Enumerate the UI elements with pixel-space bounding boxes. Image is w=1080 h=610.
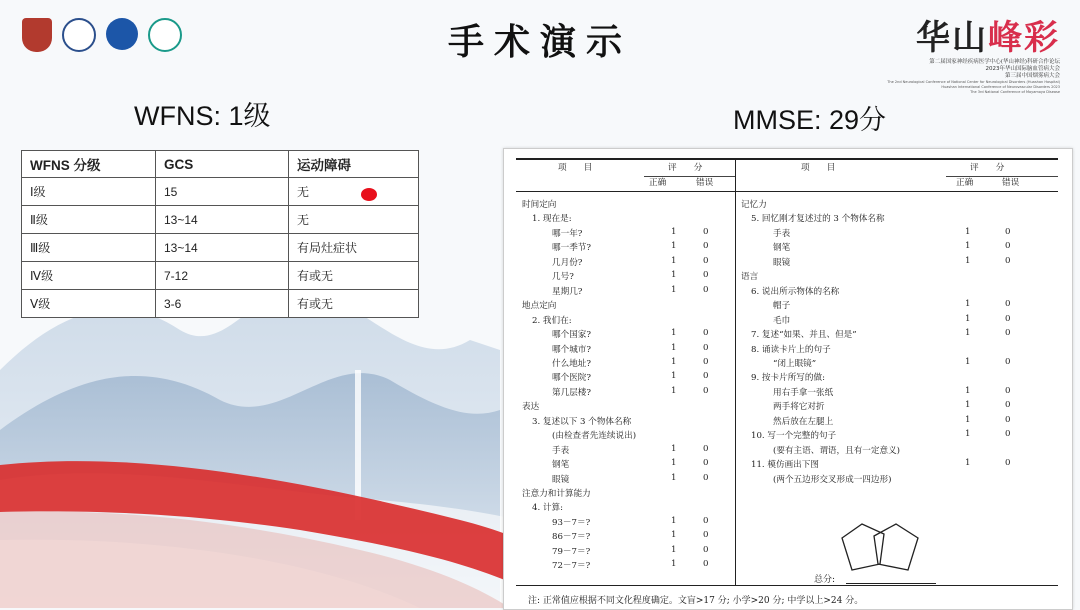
correct-score: 1 <box>965 241 971 252</box>
header-item: 项 目 <box>558 163 593 173</box>
table-row <box>22 178 419 206</box>
form-item-label: 钢笔 <box>552 460 570 471</box>
form-item-label: 第几层楼? <box>552 387 591 398</box>
form-row <box>516 386 735 400</box>
correct-score: 1 <box>965 414 971 425</box>
wrong-score: 0 <box>703 241 709 252</box>
wrong-score: 0 <box>703 356 709 367</box>
header-item: 项 目 <box>801 163 836 173</box>
form-item-label: 毛巾 <box>773 315 791 326</box>
wrong-score: 0 <box>703 458 709 469</box>
wrong-score: 0 <box>703 255 709 266</box>
table-cell: 3-6 <box>156 290 289 318</box>
brand-line-en: Huashan International Conference of Neurovascular Disorders 2023 <box>941 85 1060 89</box>
form-row <box>516 270 735 284</box>
form-row <box>735 241 1058 255</box>
correct-score: 1 <box>671 328 677 339</box>
correct-score: 1 <box>671 226 677 237</box>
form-row <box>516 458 735 472</box>
form-item-label: (由检查者先连续说出) <box>552 431 637 442</box>
wrong-score: 0 <box>1005 429 1011 440</box>
form-row <box>516 227 735 241</box>
form-item-label: 9. 按卡片所写的做: <box>751 373 825 384</box>
form-row <box>516 501 735 515</box>
form-row <box>735 473 1058 487</box>
brand-line: 第二届国家神经疾病医学中心(华山神经)科研合作论坛 <box>929 59 1060 65</box>
correct-score: 1 <box>671 284 677 295</box>
form-row <box>735 299 1058 313</box>
wrong-score: 0 <box>703 371 709 382</box>
form-row <box>735 198 1058 212</box>
form-item-label: “闭上眼镜” <box>773 358 817 369</box>
wfns-heading: WFNS: 1级 <box>134 101 271 131</box>
correct-score: 1 <box>965 458 971 469</box>
wrong-score: 0 <box>1005 458 1011 469</box>
slide-title: 手术演示 <box>447 21 632 63</box>
form-item-label: 表达 <box>522 402 540 413</box>
table-cell: 无 <box>289 178 419 206</box>
total-score-label: 总分: <box>814 575 836 585</box>
form-row <box>516 429 735 443</box>
form-item-label: 79－7＝? <box>552 546 591 557</box>
form-item-label: 86－7＝? <box>552 532 591 543</box>
mmse-form <box>503 148 1073 610</box>
correct-score: 1 <box>671 544 677 555</box>
form-row <box>516 314 735 328</box>
form-row <box>516 343 735 357</box>
form-item-label: 两手将它对折 <box>773 402 825 413</box>
wrong-score: 0 <box>1005 299 1011 310</box>
column-header: GCS <box>156 151 289 178</box>
form-item-label: 3. 复述以下 3 个物体名称 <box>532 416 632 427</box>
wrong-score: 0 <box>703 284 709 295</box>
grade-marker-dot <box>361 188 377 201</box>
correct-score: 1 <box>671 342 677 353</box>
form-item-label: 地点定向 <box>522 301 557 312</box>
wrong-score: 0 <box>703 443 709 454</box>
wrong-score: 0 <box>703 544 709 555</box>
table-cell: Ⅴ级 <box>22 290 156 318</box>
form-item-label: 7. 复述“如果、并且、但是” <box>751 330 857 341</box>
wrong-score: 0 <box>1005 328 1011 339</box>
form-row <box>735 458 1058 472</box>
table-cell: Ⅰ级 <box>22 178 156 206</box>
form-item-label: 眼镜 <box>773 257 791 268</box>
correct-score: 1 <box>965 328 971 339</box>
form-row <box>735 371 1058 385</box>
wrong-score: 0 <box>1005 226 1011 237</box>
table-cell: 有局灶症状 <box>289 234 419 262</box>
form-item-label: 5. 回忆刚才复述过的 3 个物体名称 <box>751 214 885 225</box>
header-subdivider <box>644 176 735 177</box>
form-item-label: 几月份? <box>552 257 583 268</box>
form-item-label: 用右手拿一张纸 <box>773 387 834 398</box>
form-row <box>516 241 735 255</box>
correct-score: 1 <box>671 530 677 541</box>
table-cell: Ⅳ级 <box>22 262 156 290</box>
form-row <box>516 371 735 385</box>
correct-score: 1 <box>965 313 971 324</box>
correct-score: 1 <box>965 429 971 440</box>
form-row <box>516 198 735 212</box>
header-correct: 正确 <box>649 178 667 188</box>
correct-score: 1 <box>965 299 971 310</box>
wrong-score: 0 <box>703 342 709 353</box>
form-item-label: 93－7＝? <box>552 517 591 528</box>
form-row <box>735 212 1058 226</box>
form-item-label: 6. 说出所示物体的名称 <box>751 286 840 297</box>
wrong-score: 0 <box>703 385 709 396</box>
wrong-score: 0 <box>703 472 709 483</box>
form-item-label: 哪个国家? <box>552 330 591 341</box>
form-row <box>516 400 735 414</box>
form-item-label: 2. 我们在: <box>532 315 572 326</box>
wrong-score: 0 <box>703 559 709 570</box>
form-row <box>735 386 1058 400</box>
table-header-row <box>22 151 419 178</box>
wrong-score: 0 <box>1005 241 1011 252</box>
table-cell: 13~14 <box>156 234 289 262</box>
form-item-label: 10. 写一个完整的句子 <box>751 431 837 442</box>
correct-score: 1 <box>671 443 677 454</box>
form-item-label: 哪个医院? <box>552 373 591 384</box>
form-item-label: 手表 <box>773 228 791 239</box>
correct-score: 1 <box>671 255 677 266</box>
form-row <box>735 444 1058 458</box>
table-cell: 有或无 <box>289 262 419 290</box>
correct-score: 1 <box>671 559 677 570</box>
brand-line-en: The 2nd Neurological Conference of National Center for Neurological Disorders (Huashan Hospital) <box>887 80 1060 84</box>
header-score: 评 分 <box>970 163 1005 173</box>
table-row <box>22 290 419 318</box>
table-cell: 有或无 <box>289 290 419 318</box>
form-item-label: 4. 计算: <box>532 503 564 514</box>
mmse-frame <box>516 158 1058 586</box>
table-cell: 无 <box>289 206 419 234</box>
header-score: 评 分 <box>668 163 703 173</box>
correct-score: 1 <box>965 356 971 367</box>
wrong-score: 0 <box>703 328 709 339</box>
form-row <box>516 212 735 226</box>
form-item-label: 几号? <box>552 272 574 283</box>
column-header: WFNS 分级 <box>22 151 156 178</box>
wrong-score: 0 <box>703 530 709 541</box>
form-item-label: 8. 诵读卡片上的句子 <box>751 344 831 355</box>
form-row <box>735 256 1058 270</box>
form-item-label: 72－7＝? <box>552 561 591 572</box>
form-item-label: 手表 <box>552 445 570 456</box>
wrong-score: 0 <box>703 270 709 281</box>
header-correct: 正确 <box>956 178 974 188</box>
brand-line: 2023年华山国际脑血管病大会 <box>985 66 1060 72</box>
form-row <box>735 328 1058 342</box>
form-row <box>516 328 735 342</box>
form-row <box>516 285 735 299</box>
brand-name: 华山峰彩 <box>916 18 1060 58</box>
form-item-label: 哪一季节? <box>552 243 591 254</box>
form-row <box>516 444 735 458</box>
wrong-score: 0 <box>1005 313 1011 324</box>
form-item-label: 星期几? <box>552 286 583 297</box>
header-wrong: 错误 <box>696 178 714 188</box>
form-row <box>516 559 735 573</box>
form-item-label: 哪一年? <box>552 228 583 239</box>
brand-line-en: The 3rd National Conference of Moyamoya Disease <box>970 90 1060 94</box>
form-row <box>516 530 735 544</box>
table-row <box>22 234 419 262</box>
form-item-label: 注意力和计算能力 <box>522 489 591 499</box>
form-item-label: 1. 现在是: <box>532 214 572 225</box>
intersecting-pentagons-figure <box>834 520 926 576</box>
correct-score: 1 <box>965 255 971 266</box>
correct-score: 1 <box>965 400 971 411</box>
correct-score: 1 <box>671 458 677 469</box>
correct-score: 1 <box>671 241 677 252</box>
table-cell: 15 <box>156 178 289 206</box>
form-item-label: 哪个城市? <box>552 344 591 355</box>
form-item-label: (两个五边形交叉形成一四边形) <box>773 474 892 485</box>
brand-line: 第三届中国烟雾病大会 <box>1004 73 1060 79</box>
scoring-note: 注: 正常值应根据不同文化程度确定。文盲>17 分; 小学>20 分; 中学以上>24 分。 <box>528 596 864 606</box>
form-row <box>516 545 735 559</box>
wrong-score: 0 <box>1005 356 1011 367</box>
wrong-score: 0 <box>1005 255 1011 266</box>
form-row <box>516 487 735 501</box>
table-cell: Ⅱ级 <box>22 206 156 234</box>
correct-score: 1 <box>965 385 971 396</box>
table-cell: 7-12 <box>156 262 289 290</box>
form-row <box>516 415 735 429</box>
form-row <box>735 314 1058 328</box>
table-row <box>22 206 419 234</box>
header-wrong: 错误 <box>1002 178 1020 188</box>
form-row <box>735 270 1058 284</box>
form-row <box>516 357 735 371</box>
column-header: 运动障碍 <box>289 151 419 178</box>
form-item-label: 眼镜 <box>552 474 570 485</box>
form-row <box>735 285 1058 299</box>
correct-score: 1 <box>671 270 677 281</box>
form-row <box>516 256 735 270</box>
form-row <box>735 227 1058 241</box>
conference-brand <box>850 10 1060 95</box>
correct-score: 1 <box>671 385 677 396</box>
header-subdivider <box>946 176 1058 177</box>
table-cell: Ⅲ级 <box>22 234 156 262</box>
form-row <box>735 343 1058 357</box>
wrong-score: 0 <box>703 226 709 237</box>
wrong-score: 0 <box>1005 400 1011 411</box>
form-item-label: 记忆力 <box>741 200 767 210</box>
form-row <box>735 415 1058 429</box>
wfns-table <box>21 150 419 318</box>
header-divider <box>516 191 1058 192</box>
correct-score: 1 <box>965 226 971 237</box>
table-row <box>22 262 419 290</box>
form-row <box>516 516 735 530</box>
form-item-label: 然后放在左腿上 <box>773 416 834 427</box>
form-row <box>516 473 735 487</box>
form-item-label: 钢笔 <box>773 243 791 254</box>
correct-score: 1 <box>671 356 677 367</box>
mmse-heading: MMSE: 29分 <box>733 105 887 135</box>
form-item-label: 11. 模仿画出下图 <box>751 460 819 471</box>
form-row <box>735 400 1058 414</box>
form-item-label: 语言 <box>741 272 759 283</box>
total-score-line <box>846 583 936 584</box>
wrong-score: 0 <box>1005 385 1011 396</box>
correct-score: 1 <box>671 472 677 483</box>
form-row <box>735 429 1058 443</box>
wrong-score: 0 <box>703 515 709 526</box>
correct-score: 1 <box>671 371 677 382</box>
form-item-label: (要有主语、谓语，且有一定意义) <box>773 445 901 456</box>
form-row <box>735 357 1058 371</box>
form-item-label: 什么地址? <box>552 358 591 369</box>
form-item-label: 帽子 <box>773 301 791 312</box>
form-row <box>516 299 735 313</box>
wrong-score: 0 <box>1005 414 1011 425</box>
form-item-label: 时间定向 <box>522 200 557 210</box>
table-cell: 13~14 <box>156 206 289 234</box>
correct-score: 1 <box>671 515 677 526</box>
